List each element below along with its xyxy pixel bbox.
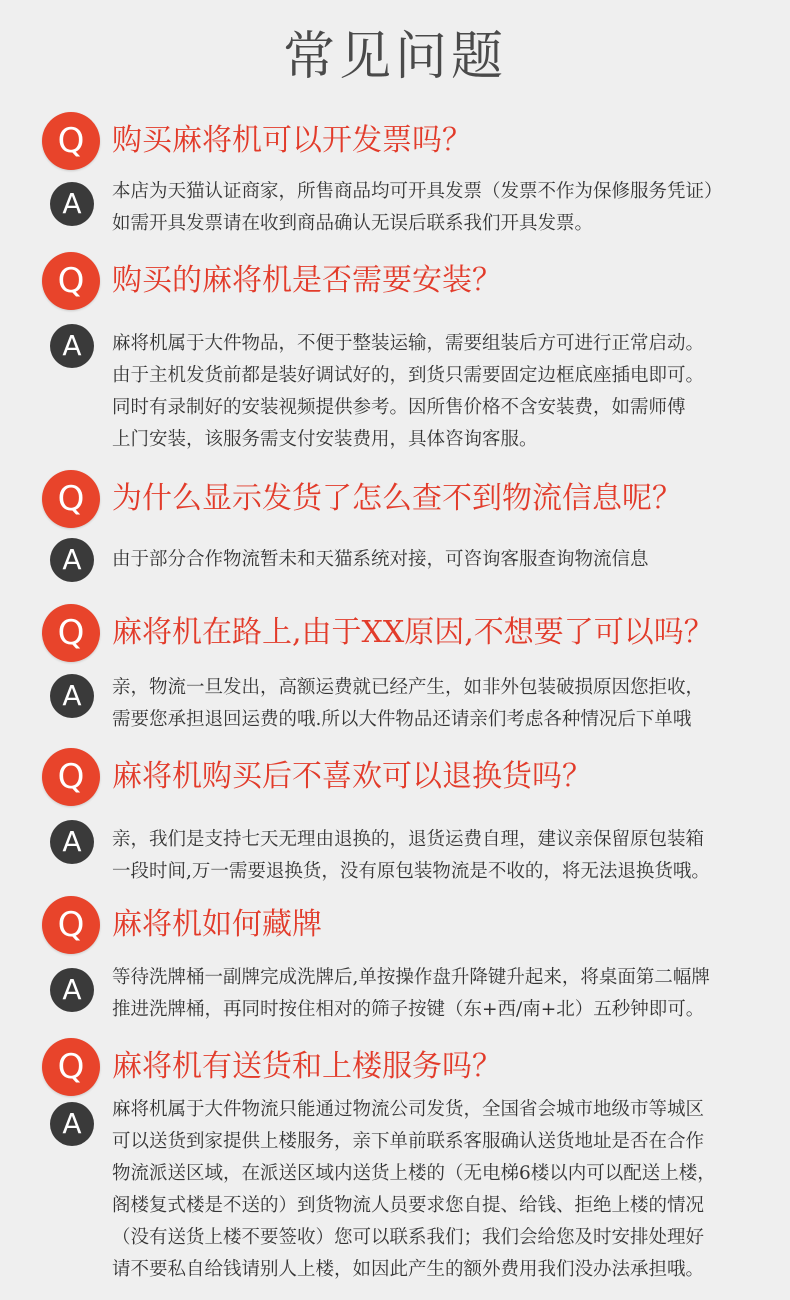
faq-item-invoice bbox=[0, 112, 790, 234]
answer-line: 麻将机属于大件物流只能通过物流公司发货，全国省会城市地级市等城区 bbox=[112, 1099, 705, 1120]
question-text: 麻将机如何藏牌 bbox=[112, 907, 322, 942]
question-text: 麻将机在路上,由于XX原因,不想要了可以吗？ bbox=[112, 615, 714, 650]
question-badge-icon: Q bbox=[42, 1038, 100, 1096]
faq-item-cancel-in-transit bbox=[0, 604, 790, 730]
question-row bbox=[0, 470, 790, 530]
faq-item-hide-tiles bbox=[0, 896, 790, 1020]
question-row bbox=[0, 748, 790, 808]
question-row bbox=[0, 896, 790, 956]
question-badge-icon: Q bbox=[42, 252, 100, 310]
question-row bbox=[0, 112, 790, 172]
answer-badge-icon: A bbox=[50, 182, 94, 226]
answer-line: 需要您承担退回运费的哦.所以大件物品还请亲们考虑各种情况后下单哦 bbox=[112, 709, 692, 730]
question-row bbox=[0, 252, 790, 312]
answer-badge-icon: A bbox=[50, 820, 94, 864]
question-badge-icon: Q bbox=[42, 896, 100, 954]
faq-item-returns bbox=[0, 748, 790, 882]
answer-line: 上门安装，该服务需支付安装费用，具体咨询客服。 bbox=[112, 429, 538, 450]
answer-line: 本店为天猫认证商家，所售商品均可开具发票（发票不作为保修服务凭证） bbox=[112, 181, 723, 202]
question-badge-icon: Q bbox=[42, 112, 100, 170]
answer-line: 可以送货到家提供上楼服务，亲下单前联系客服确认送货地址是否在合作 bbox=[112, 1131, 705, 1152]
answer-badge-icon: A bbox=[50, 1102, 94, 1146]
page-title: 常见问题 bbox=[282, 27, 507, 87]
answer-line: 推进洗牌桶，再同时按住相对的筛子按键（东+西/南+北）五秒钟即可。 bbox=[112, 999, 705, 1020]
question-text: 麻将机有送货和上楼服务吗？ bbox=[112, 1049, 502, 1084]
answer-line: 一段时间,万一需要退换货，没有原包装物流是不收的，将无法退换货哦。 bbox=[112, 861, 710, 882]
answer-badge-icon: A bbox=[50, 674, 94, 718]
question-text: 购买麻将机可以开发票吗？ bbox=[112, 123, 472, 158]
answer-line: 如需开具发票请在收到商品确认无误后联系我们开具发票。 bbox=[112, 213, 594, 234]
answer-line: （没有送货上楼不要签收）您可以联系我们；我们会给您及时安排处理好 bbox=[112, 1227, 705, 1248]
answer-line: 由于部分合作物流暂未和天猫系统对接，可咨询客服查询物流信息 bbox=[112, 549, 649, 570]
answer-line: 同时有录制好的安装视频提供参考。因所售价格不含安装费，如需师傅 bbox=[112, 397, 686, 418]
answer-line: 亲，物流一旦发出，高额运费就已经产生，如非外包装破损原因您拒收， bbox=[112, 677, 705, 698]
faq-item-delivery-upstairs bbox=[0, 1038, 790, 1280]
answer-line: 由于主机发货前都是装好调试好的，到货只需要固定边框底座插电即可。 bbox=[112, 365, 705, 386]
answer-line: 等待洗牌桶一副牌完成洗牌后,单按操作盘升降键升起来，将桌面第二幅牌 bbox=[112, 967, 710, 988]
answer-line: 请不要私自给钱请别人上楼，如因此产生的额外费用我们没办法承担哦。 bbox=[112, 1259, 705, 1280]
question-badge-icon: Q bbox=[42, 748, 100, 806]
answer-badge-icon: A bbox=[50, 968, 94, 1012]
answer-line: 阁楼复式楼是不送的）到货物流人员要求您自提、给钱、拒绝上楼的情况 bbox=[112, 1195, 705, 1216]
question-text: 为什么显示发货了怎么查不到物流信息呢？ bbox=[112, 481, 682, 516]
answer-line: 物流派送区域，在派送区域内送货上楼的（无电梯6楼以内可以配送上楼， bbox=[112, 1163, 716, 1184]
question-row bbox=[0, 604, 790, 664]
answer-badge-icon: A bbox=[50, 324, 94, 368]
question-row bbox=[0, 1038, 790, 1098]
answer-line: 麻将机属于大件物品，不便于整装运输，需要组装后方可进行正常启动。 bbox=[112, 333, 705, 354]
question-badge-icon: Q bbox=[42, 470, 100, 528]
question-text: 麻将机购买后不喜欢可以退换货吗？ bbox=[112, 759, 592, 794]
faq-item-installation bbox=[0, 252, 790, 450]
answer-line: 亲，我们是支持七天无理由退换的，退货运费自理，建议亲保留原包装箱 bbox=[112, 829, 705, 850]
question-text: 购买的麻将机是否需要安装？ bbox=[112, 263, 502, 298]
question-badge-icon: Q bbox=[42, 604, 100, 662]
answer-badge-icon: A bbox=[50, 538, 94, 582]
faq-item-logistics bbox=[0, 470, 790, 576]
